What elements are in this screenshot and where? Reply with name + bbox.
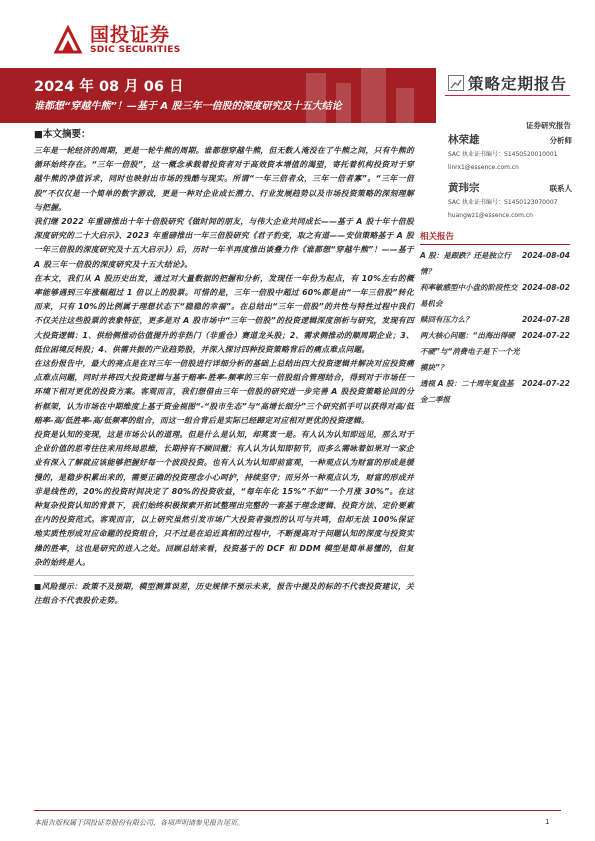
related-report-title: 两大核心问题：“出海出得硬不硬”与“消费电子是下一个光模块”？: [420, 331, 520, 372]
summary-paragraph: 三年是一轮经济的周期，更是一轮牛熊的周期。谁都想穿越牛熊，但无数人淹没在了牛熊之间，只有牛熊的循环始终存在。“三年一倍股”，这一概念承载着投资者对于高效资本增值的渴望，寄托着机构投资对于穿越牛熊的净值诉求，同时也映射出市场的残酷与现实。所谓“一年三倍者众，三年一倍者寡”。“三年一倍股”不仅仅是一个简单的数字游戏，更是一种对企业成长潜力、行业发展趋势以及市场投资策略的深刻理解与把握。: [34, 146, 414, 212]
related-report-item[interactable]: [420, 248, 570, 280]
related-report-title: 赎回有压力么？: [420, 315, 473, 324]
summary-paragraph: 我们继 2022 年重磅推出十年十倍股研究《做时间的朋友，与伟大企业共同成长——基于 A 股十年十倍股深度研究的二十大启示》、2023 年重磅推出一年三倍股研究《君子豹变，取之有道——安信策略基于 A 股一年三倍股的深度研究及十五大启示》）后，历时一年半再度推出谈叠力作《谁都想“穿越牛熊”！——基于 A 股三年一倍股的深度研究及十五大结论》。: [34, 217, 414, 269]
risk-warning: ■风险提示：政策不及预期，模型测算误差，历史规律不预示未来，报告中提及的标的不代表投资建议，关注组合不代表股价走势。: [34, 582, 414, 606]
analyst-title: 联系人: [549, 184, 572, 193]
summary-title: ■本文摘要：: [34, 129, 91, 140]
logo-en-text: SDIC SECURITIES: [90, 45, 181, 55]
related-report-item[interactable]: [420, 328, 570, 376]
related-report-item[interactable]: [420, 312, 570, 328]
report-subtitle: 谁都想“穿越牛熊”！—基于 A 股三年一倍股的深度研究及十五大结论: [34, 101, 342, 112]
analyst-email[interactable]: huangwz1@essence.com.cn: [448, 212, 533, 219]
report-category: 证券研究报告: [526, 121, 571, 130]
report-type-label: 策略定期报告: [468, 75, 568, 93]
related-report-item[interactable]: [420, 376, 570, 408]
related-report-date: 2024-07-22: [522, 379, 570, 388]
analyst-name: 林荣雄: [448, 134, 480, 146]
analyst-license: SAC 执业证书编号：S1450123070007: [448, 199, 558, 206]
analyst-card: [448, 132, 572, 173]
report-body: [34, 126, 414, 609]
report-date: 2024 年 08 月 06 日: [34, 79, 184, 95]
logo-mark-icon: [52, 24, 84, 56]
company-logo: [52, 24, 180, 56]
related-report-title: 利率敏感型中小盘的阶段性交易机会: [420, 283, 518, 308]
related-report-date: 2024-07-22: [522, 331, 570, 340]
related-divider: [420, 244, 570, 245]
footer-disclaimer: 本报告版权属于国投证券股份有限公司，各项声明请参见报告尾页。: [34, 819, 244, 827]
related-report-item[interactable]: [420, 280, 570, 312]
summary-paragraph: 在这份报告中，最大的亮点是在对三年一倍股进行详细分析的基础上总结出四大投资逻辑并解决对应投资痛点难点问题，同时并将四大投资逻辑与基于赔率-胜率-频率的三年一倍股组合管理结合，得到对于市场任一环境下相对更优的投资方案。客观而言，我们想借由三年一倍股的研究进一步完善 A 股投资策略论回的分析框架，认为市场在中期维度上基于资金视图“-“股市生态”与“高增长细分”三个研究抓手可以获得对高/低赔率-高/低胜率-高/低频率的组合，而这一组合背后是实际已经蹄定对应相对更优的投资逻辑。: [34, 359, 414, 425]
banner-decoration: [286, 68, 436, 123]
analyst-card: [448, 180, 572, 221]
related-report-title: 透视 A 股：二十周年复盘基金二季报: [420, 379, 514, 404]
footer-divider: [34, 810, 561, 811]
summary-paragraph: 在本文，我们从 A 股历史出发，通过对大量数据的把握和分析，发现任一年份为起点，有 10%左右的概率能够遇到三年涨幅超过 1 倍以上的股票。可惜的是，三年一倍股中超过 60%都是由“一年三倍股”转化而来，只有 10%的比例属于理想状态下“稳稳的幸福”。在总结出“三年一倍股”的共性与特性过程中我们不仅关注这些股票的表象特征，更多是对 A 股市场中“三年一倍股”的投资逻辑深度剖析与研究，发现有四大投资逻辑：1、供给侧推动估值提升的非热门（非重仓）赛道龙头股；2、需求侧推动的顺周期企业；3、低位困境反转股；4、供需共振的产业趋势股，并深入探讨四种投资策略背后的痛点难点问题。: [34, 273, 414, 354]
related-report-date: 2024-07-28: [522, 315, 570, 324]
logo-cn-text: 国投证券: [90, 24, 171, 46]
analyst-name: 黄玮宗: [448, 182, 480, 194]
related-report-date: 2024-08-04: [522, 251, 570, 260]
related-report-title: A 股：是跟跌？还是独立行情？: [420, 251, 511, 276]
analyst-email[interactable]: linrx1@essence.com.cn: [448, 164, 519, 171]
chart-icon: [448, 75, 464, 91]
summary-paragraph: 投资是认知的变现，这是市场公认的道理。但是什么是认知，却莫衷一是。有人认为认知即远见，那么对于企业价值的思考往往来用终局思维，长期持有不顾回撤；有人认为认知即韧节，而多么需咏着如果对一家企业有深入了解就应该能够把握好每一个波段投资。也有人认为认知即前富观，一种观点认为财富的形成是缓慢的，是稳步积累出来的，需要正确的投资理念小心呵护，持续坚守；而另外一种观点认为，财富的形成并非是线性的，20%的投资时间决定了 80%的投资收益，“每年年化 15%”不如“一个月涨 30%”。在这种复杂投资认知的背景下，我们始终积极探索开拓试整理出完整的一套基于理念逻辑、投资方法、定价要素在内的投资范式。客观而言，以上研究虽然引发市场广大投资者强烈的认可与共鸣，但却无法 100%保证地实质性形成对应命题的投资组合，只不过是在迫近真相的过程中，不断提高对于问题认知的深度与投资实操的胜率，这也是研究的进入之处。回顾总结来看，投资基于的 DCF 和 DDM 模型是简单易懂的，但复杂的始终是人。: [34, 430, 414, 567]
analyst-license: SAC 执业证书编号：S1450520010001: [448, 151, 558, 158]
header-divider: [445, 95, 570, 96]
report-type: [448, 72, 567, 94]
related-report-date: 2024-08-02: [522, 283, 570, 292]
page-number: 1: [545, 818, 550, 826]
risk-divider: [34, 575, 414, 576]
analyst-title: 分析师: [549, 136, 572, 145]
related-reports-title: 相关报告: [420, 232, 455, 242]
